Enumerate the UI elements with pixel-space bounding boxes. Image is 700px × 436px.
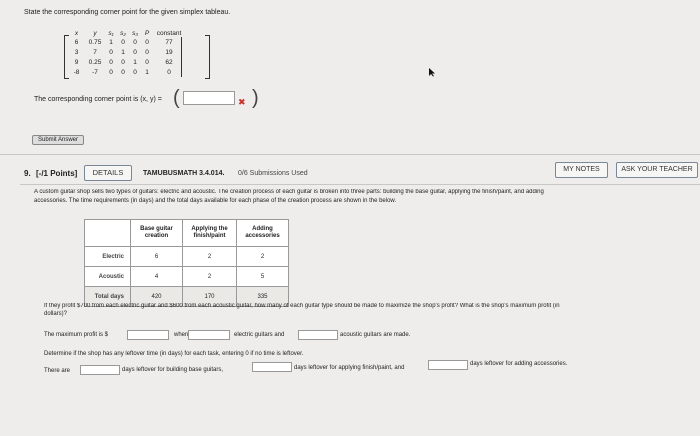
leftover-accessories-input[interactable] [428, 360, 468, 370]
row-label: Acoustic [85, 267, 131, 287]
close-paren: ) [252, 87, 259, 109]
table-cell: 4 [131, 267, 183, 287]
table-cell: 2 [183, 247, 237, 267]
incorrect-x-icon: ✖ [238, 97, 246, 107]
time-requirements-table [84, 219, 289, 307]
tableau-header: y [93, 29, 97, 37]
points-label: [-/1 Points] [36, 169, 78, 178]
table-cell: 5 [237, 267, 289, 287]
matrix-right-bracket [205, 35, 210, 79]
tableau-cell: 1 [145, 68, 149, 76]
tableau-header-row [68, 29, 185, 37]
tableau-cell: 7 [93, 48, 97, 56]
table-row [85, 247, 289, 267]
tableau-cell: 0 [167, 68, 171, 76]
tableau-cell: 0 [145, 58, 149, 66]
when-label: when [174, 332, 189, 338]
table-header [85, 220, 131, 247]
tableau-cell: -7 [92, 68, 98, 76]
problem-prompt: State the corresponding corner point for the given simplex tableau. [24, 9, 231, 16]
my-notes-button[interactable]: MY NOTES [555, 162, 608, 178]
leftover-base-label: days leftover for building base guitars, [122, 367, 224, 373]
intro-text-line: accessories. The time requirements (in days) and the total days available for each phase of the creation process are shown in the below. [34, 198, 397, 204]
table-header: Base guitar creation [131, 220, 183, 247]
leftover-paint-label: days leftover for applying finish/paint, and [294, 365, 405, 371]
leftover-paint-input[interactable] [252, 362, 292, 372]
open-paren: ( [173, 87, 180, 109]
submit-answer-button[interactable]: Submit Answer [32, 135, 84, 145]
tableau-cell: 0 [121, 68, 125, 76]
details-button[interactable]: DETAILS [84, 165, 132, 181]
table-cell: 6 [131, 247, 183, 267]
leftover-base-input[interactable] [80, 365, 120, 375]
max-profit-label: The maximum profit is $ [44, 332, 109, 338]
max-profit-input[interactable] [127, 330, 169, 340]
tableau-cell: 1 [121, 48, 125, 56]
tableau-cell: 3 [74, 48, 79, 56]
tableau-cell: 0.75 [88, 38, 102, 46]
row-label: Electric [85, 247, 131, 267]
submissions-used: 0/6 Submissions Used [238, 170, 308, 177]
tableau-header: s₁ [108, 29, 114, 37]
there-are-label: There are [44, 368, 71, 374]
electric-label: electric guitars and [234, 332, 285, 338]
tableau-cell: 77 [165, 38, 173, 46]
row-label: Total days [85, 287, 131, 307]
question-number: 9. [24, 169, 31, 178]
table-header: Applying the finish/paint [183, 220, 237, 247]
tableau-cell: 9 [74, 58, 79, 66]
header-divider [20, 184, 700, 185]
tableau-header: s₂ [120, 29, 126, 37]
tableau-row [68, 47, 185, 57]
tableau-row [68, 37, 185, 47]
tableau-cell: 0 [145, 48, 149, 56]
tableau-cell: 0 [133, 38, 137, 46]
tableau-cell: 6 [74, 38, 79, 46]
tableau-cell: 0 [133, 48, 137, 56]
table-cell: 420 [131, 287, 183, 307]
problem-source: TAMUBUSMATH 3.4.014. [143, 170, 225, 177]
tableau-cell: 0 [109, 68, 113, 76]
tableau-cell: 0 [121, 58, 125, 66]
table-row [85, 267, 289, 287]
tableau-header: P [144, 29, 150, 37]
cursor-icon [428, 67, 436, 77]
tableau-cell: 0.25 [88, 58, 102, 66]
ask-teacher-button[interactable]: ASK YOUR TEACHER [616, 162, 698, 178]
simplex-tableau [64, 29, 210, 81]
electric-count-input[interactable] [188, 330, 230, 340]
tableau-row [68, 57, 185, 67]
section-divider [0, 154, 700, 155]
tableau-header: x [74, 29, 79, 37]
question-text-line: dollars)? [44, 311, 68, 317]
table-cell: 2 [183, 267, 237, 287]
tableau-cell: 0 [109, 48, 113, 56]
tableau-cell: 62 [165, 58, 173, 66]
tableau-header: constant [156, 29, 182, 37]
tableau-row [68, 67, 185, 77]
tableau-cell: 19 [165, 48, 173, 56]
table-header: Adding accessories [237, 220, 289, 247]
intro-text-line: A custom guitar shop sells two types of guitars: electric and acoustic. The creation process of each guitar is broken into three parts: building the base guitar, applying the finish/paint, and adding [34, 189, 544, 195]
table-cell: 2 [237, 247, 289, 267]
tableau-cell: 0 [145, 38, 149, 46]
acoustic-count-input[interactable] [298, 330, 338, 340]
tableau-cell: 0 [109, 58, 113, 66]
acoustic-label: acoustic guitars are made. [340, 332, 411, 338]
tableau-cell: -8 [73, 68, 80, 76]
table-cell: 335 [237, 287, 289, 307]
tableau-cell: 1 [109, 38, 113, 46]
leftover-prompt: Determine if the shop has any leftover time (in days) for each task, entering 0 if no time is leftover. [44, 351, 304, 357]
tableau-cell: 0 [121, 38, 125, 46]
tableau-header: s₃ [132, 29, 138, 37]
corner-point-label: The corresponding corner point is (x, y) = [34, 96, 162, 103]
table-cell: 170 [183, 287, 237, 307]
table-header-row [85, 220, 289, 247]
leftover-accessories-label: days leftover for adding accessories. [470, 361, 568, 367]
tableau-cell: 0 [133, 68, 137, 76]
corner-point-input[interactable] [183, 91, 235, 105]
question-text-line: If they profit $700 from each electric guitar and $600 from each acoustic guitar, how many of each guitar type should be made to maximize the shop's profit? What is the shop's maximum profit (in [44, 303, 560, 309]
tableau-cell: 1 [133, 58, 137, 66]
